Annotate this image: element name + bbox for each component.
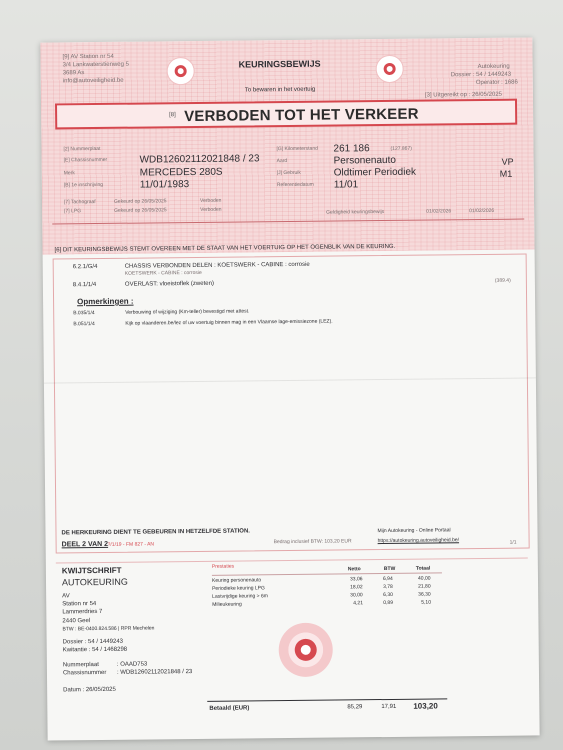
use-value: Oldtimer Periodiek: [333, 166, 417, 179]
line-3-total: 36,30: [418, 591, 431, 598]
label-tachograph: [7] Tachograaf: [64, 199, 96, 206]
side-note: (389.4): [494, 277, 511, 284]
inspection-certificate: [40, 37, 539, 740]
line-1-net: 33,06: [349, 576, 363, 583]
validity-date: 01/02/2026: [426, 208, 452, 215]
issuer-line-3: 3689 As: [62, 70, 85, 77]
tachograph-status: Verboden: [199, 197, 222, 204]
receipt-address-2: Station nr 54: [62, 601, 97, 608]
line-1-total: 40,00: [417, 575, 431, 582]
page-count: 1/1: [509, 539, 517, 546]
reference-date-value: 11/01: [333, 179, 359, 191]
issuer-line-1: [9] AV Station nr 54: [62, 53, 114, 61]
keep-in-vehicle-note: To bewaren in het voertuig: [244, 86, 316, 94]
tachograph-value: Gekeurd op 26/05/2025: [113, 198, 167, 205]
line-4-vat: 0,89: [383, 599, 394, 607]
line-1-desc: Keuring personenauto: [211, 577, 262, 584]
remark-2-code: B.051/1/4: [73, 321, 95, 328]
label-first-registration: [B] 1e inschrijving: [63, 181, 104, 189]
receipt-vat: BTW : BE-0400.824.586 | RPR Mechelen: [62, 625, 155, 633]
col-header-btw: BTW: [383, 565, 396, 573]
remarks-title: Opmerkingen :: [77, 296, 134, 307]
defect-2-code: 8.4.1/1/4: [72, 282, 97, 289]
receipt-company: AUTOKEURING: [61, 576, 128, 588]
remark-1-text: Verbouwing of wijziging (Km-teller) bevestigd met attest.: [125, 308, 250, 316]
eye-logo-icon: [278, 623, 333, 678]
reinspection-note: DE HERKEURING DIENT TE GEBEUREN IN HETZELFDE STATION.: [61, 528, 250, 537]
portal-url: https://autokeuring.autoveiligheid.be/: [377, 537, 460, 545]
defect-1-sub: KOETSWERK - CABINE : corrosie: [124, 269, 202, 277]
receipt-chassis: : WDB12602112021848 / 23: [116, 669, 193, 676]
validity-date-2: 01/02/2026: [469, 207, 495, 215]
header-right-1: Autokeuring: [477, 63, 510, 71]
portal-title: Mijn Autokeuring - Online Portaal: [377, 527, 451, 535]
lpg-value: Gekeurd op 26/05/2025: [114, 207, 167, 214]
first-registration-value: 11/01/1983: [139, 179, 190, 191]
receipt-title: KWIJTSCHRIFT: [61, 565, 122, 576]
page-part: DEEL 2 VAN 2: [61, 540, 109, 549]
receipt-kwitantie: Kwitantie : 54 / 1468298: [62, 646, 128, 654]
document-title: KEURINGSBEWIJS: [238, 58, 321, 70]
defects-heading: [6] DIT KEURINGSBEWIJS STEMT OVEREEN MET DE STAAT VAN HET VOERTUIG OP HET OGENBLIK VAN DE KEURING.: [54, 243, 396, 254]
receipt-address-3: Lammerdries 7: [62, 608, 103, 616]
line-2-desc: Periodieke keuring LPG: [212, 585, 265, 592]
eye-logo-icon: [376, 55, 404, 83]
issuer-line-4: info@autoveiligheid.be: [62, 77, 124, 85]
line-3-vat: 6,30: [383, 591, 393, 599]
line-2-vat: 3,78: [383, 583, 393, 591]
page-part-tail: ?/1/19 - FM 827 - AN: [107, 541, 155, 548]
total-label: Betaald (EUR): [209, 705, 250, 712]
header-right-2: Dossier : 54 / 1449243: [450, 71, 512, 79]
kind-value: Personenauto: [333, 154, 396, 167]
line-4-net: 4,21: [353, 600, 364, 607]
category-vp: VP: [501, 156, 514, 167]
col-header-netto: Netto: [347, 566, 361, 573]
defect-1-text: CHASSIS VERBONDEN DELEN : KOETSWERK - CABINE : corrosie: [124, 261, 310, 270]
line-4-total: 5,10: [421, 599, 432, 606]
line-2-total: 21,80: [418, 583, 431, 590]
issue-date: [3] Uitgereikt op : 26/05/2025: [424, 91, 503, 99]
remark-2-text: Kijk op vlaanderen.be/lez of uw voertuig binnen mag in een Vlaamse lage-emissiezone (LEZ).: [125, 318, 333, 327]
remark-1-code: B.035/1/4: [73, 310, 95, 317]
total-amount: 103,20: [413, 701, 438, 711]
label-make: Merk: [63, 170, 75, 177]
amount-line: Bedrag inclusief BTW: 103,20 EUR: [273, 538, 352, 546]
banner-label: [8]: [169, 112, 176, 119]
prohibited-banner: [55, 99, 517, 130]
lpg-status: Verboden: [200, 206, 222, 213]
category-m1: M1: [499, 168, 513, 179]
label-use: [J] Gebruik: [276, 169, 301, 177]
col-header-prestaties: Prestaties: [211, 563, 235, 570]
label-plate: [2] Nummerplaat: [63, 145, 101, 153]
issuer-line-2: 3/4 Lankwaterstienweg 5: [62, 61, 130, 69]
line-1-vat: 6,94: [382, 575, 393, 583]
label-lpg: [7] LPG: [64, 208, 82, 215]
km-note: (127.867): [390, 145, 412, 152]
make-value: MERCEDES 280S: [139, 166, 223, 179]
line-3-net: 30,00: [350, 592, 363, 599]
label-kind: Aard: [276, 158, 288, 165]
line-3-desc: Lastvrijdige keuring > 6m: [212, 593, 268, 600]
receipt-date: Datum : 26/05/2025: [63, 686, 116, 694]
total-net: 85,29: [347, 704, 363, 711]
header-right-3: Operator : 1686: [475, 79, 518, 87]
receipt-plate: : OAAD753: [116, 661, 148, 668]
label-km: [G] Kilometerstand: [276, 145, 318, 153]
receipt-dossier: Dossier : 54 / 1449243: [62, 638, 124, 646]
receipt-address-1: AV: [62, 593, 70, 600]
km-value: 261 186: [333, 143, 370, 155]
receipt-address-4: 2440 Geel: [62, 618, 91, 625]
validity-label: Geldigheid keuringsbewijs: [326, 209, 385, 216]
defect-1-code: 6.2.1/G/4: [72, 264, 98, 271]
vin-value: WDB12602112021848 / 23: [139, 153, 260, 166]
receipt-chassis-label: Chassisnummer: [62, 669, 107, 677]
receipt-plate-label: Nummerplaat: [62, 662, 99, 669]
label-reference-date: Referentiedatum: [276, 181, 314, 189]
label-chassis: [E] Chassisnummer: [63, 156, 108, 164]
defect-2-text: OVERLAST: vloeistoflek (zweten): [124, 280, 214, 288]
eye-logo-icon: [167, 57, 195, 85]
total-vat: 17,91: [381, 703, 397, 711]
line-4-desc: Milieukeuring: [212, 601, 242, 608]
col-header-totaal: Totaal: [415, 565, 431, 572]
line-2-net: 18,02: [350, 584, 363, 591]
banner-text: VERBODEN TOT HET VERKEER: [184, 105, 419, 126]
